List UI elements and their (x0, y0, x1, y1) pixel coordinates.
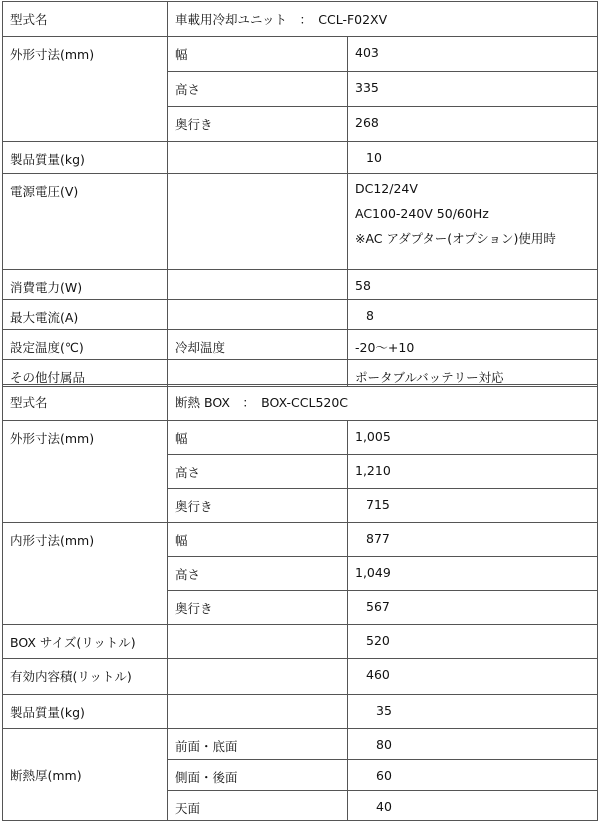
insulation-value: 80 (348, 729, 598, 760)
weight-value: 35 (348, 695, 598, 729)
model-value: 断熱 BOX ： BOX-CCL520C (168, 385, 598, 421)
insulation-value: 60 (348, 760, 598, 791)
dim-value: 877 (348, 523, 598, 557)
label-accessories: その他付属品 (3, 360, 168, 387)
weight-value: 10 (348, 142, 598, 174)
label-outer-dims: 外形寸法(mm) (3, 37, 168, 142)
dim-name: 高さ (168, 72, 348, 107)
dim-name: 幅 (168, 523, 348, 557)
insulated-box-spec-table (2, 384, 598, 821)
dim-value: 567 (348, 591, 598, 625)
dim-value: 1,005 (348, 421, 598, 455)
insulation-value: 40 (348, 791, 598, 821)
label-box-size: BOX サイズ(リットル) (3, 625, 168, 659)
power-value: 58 (348, 270, 598, 300)
capacity-value: 460 (348, 659, 598, 695)
insulation-face: 前面・底面 (168, 729, 348, 760)
dim-value: 1,049 (348, 557, 598, 591)
dim-value: 335 (348, 72, 598, 107)
label-inner-dims: 内形寸法(mm) (3, 523, 168, 625)
temp-value: -20～+10 (348, 330, 598, 360)
dim-name: 奥行き (168, 489, 348, 523)
label-temp: 設定温度(℃) (3, 330, 168, 360)
temp-sub: 冷却温度 (168, 330, 348, 360)
dim-value: 715 (348, 489, 598, 523)
label-weight: 製品質量(kg) (3, 695, 168, 729)
dim-name: 高さ (168, 455, 348, 489)
dim-name: 幅 (168, 421, 348, 455)
label-voltage: 電源電圧(V) (3, 174, 168, 270)
voltage-line: AC100-240V 50/60Hz (355, 206, 489, 221)
cooling-unit-spec-table (2, 1, 598, 387)
box-size-value: 520 (348, 625, 598, 659)
label-capacity: 有効内容積(リットル) (3, 659, 168, 695)
current-value: 8 (348, 300, 598, 330)
dim-name: 奥行き (168, 107, 348, 142)
label-weight: 製品質量(kg) (3, 142, 168, 174)
dim-value: 268 (348, 107, 598, 142)
accessories-value: ポータブルバッテリー対応 (348, 360, 598, 387)
label-outer-dims: 外形寸法(mm) (3, 421, 168, 523)
insulation-face: 天面 (168, 791, 348, 821)
dim-name: 奥行き (168, 591, 348, 625)
label-model: 型式名 (3, 2, 168, 37)
insulation-face: 側面・後面 (168, 760, 348, 791)
dim-value: 403 (348, 37, 598, 72)
label-current: 最大電流(A) (3, 300, 168, 330)
dim-value: 1,210 (348, 455, 598, 489)
dim-name: 高さ (168, 557, 348, 591)
dim-name: 幅 (168, 37, 348, 72)
voltage-note: ※AC アダプター(オプション)使用時 (355, 231, 556, 246)
model-value: 車載用冷却ユニット ： CCL-F02XV (168, 2, 598, 37)
label-power: 消費電力(W) (3, 270, 168, 300)
voltage-values (348, 174, 598, 270)
voltage-line: DC12/24V (355, 181, 418, 196)
label-insulation: 断熱厚(mm) (3, 729, 168, 821)
label-model: 型式名 (3, 385, 168, 421)
